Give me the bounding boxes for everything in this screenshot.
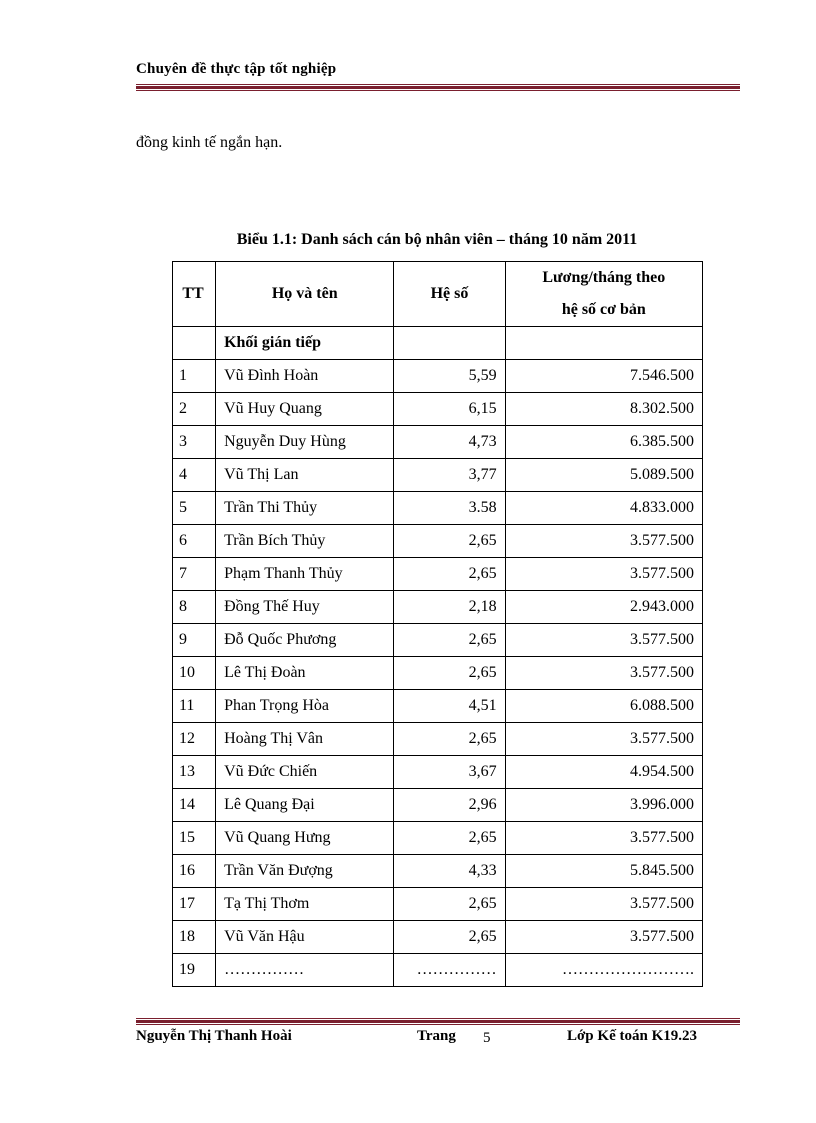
cell-coefficient: 2,65 — [394, 558, 505, 591]
cell-coefficient: 2,65 — [394, 921, 505, 954]
cell-tt: 7 — [173, 558, 216, 591]
footer-class-info: Lớp Kế toán K19.23 — [567, 1028, 697, 1044]
cell-tt: 10 — [173, 657, 216, 690]
footer-divider — [136, 1018, 740, 1025]
table-row — [173, 855, 703, 888]
table-caption: Biểu 1.1: Danh sách cán bộ nhân viên – tháng 10 năm 2011 — [236, 231, 638, 248]
cell-name: Vũ Thị Lan — [216, 459, 394, 492]
cell-salary: 3.577.500 — [505, 888, 702, 921]
cell-coefficient: 4,73 — [394, 426, 505, 459]
cell-salary: ……………………. — [505, 954, 702, 987]
table-row — [173, 690, 703, 723]
cell-coefficient: 2,65 — [394, 657, 505, 690]
cell-salary: 4.833.000 — [505, 492, 702, 525]
cell-coefficient: …………… — [394, 954, 505, 987]
group-row — [173, 327, 703, 360]
footer-page-number: 5 — [483, 1030, 491, 1046]
table-header-row — [173, 262, 703, 327]
cell-name: Trần Thi Thủy — [216, 492, 394, 525]
cell-salary: 3.577.500 — [505, 921, 702, 954]
cell-name: …………… — [216, 954, 394, 987]
cell-tt: 4 — [173, 459, 216, 492]
cell-tt: 11 — [173, 690, 216, 723]
cell-tt: 17 — [173, 888, 216, 921]
table-row — [173, 492, 703, 525]
cell-tt: 16 — [173, 855, 216, 888]
cell-coefficient: 3.58 — [394, 492, 505, 525]
cell-name: Vũ Văn Hậu — [216, 921, 394, 954]
cell-coefficient: 3,77 — [394, 459, 505, 492]
cell-tt: 3 — [173, 426, 216, 459]
table-row — [173, 426, 703, 459]
cell-name: Phạm Thanh Thủy — [216, 558, 394, 591]
cell-name: Vũ Đình Hoàn — [216, 360, 394, 393]
table-row — [173, 624, 703, 657]
table-row — [173, 393, 703, 426]
cell-coefficient: 2,65 — [394, 822, 505, 855]
header-salary — [505, 262, 702, 327]
cell-salary: 7.546.500 — [505, 360, 702, 393]
table-row — [173, 888, 703, 921]
body-paragraph: đồng kinh tế ngắn hạn. — [136, 134, 283, 151]
cell-coefficient: 2,65 — [394, 723, 505, 756]
cell-salary: 6.385.500 — [505, 426, 702, 459]
cell-salary: 3.577.500 — [505, 657, 702, 690]
header-tt: TT — [173, 262, 216, 327]
cell-salary: 3.577.500 — [505, 525, 702, 558]
cell-name: Tạ Thị Thơm — [216, 888, 394, 921]
table-row — [173, 756, 703, 789]
cell-salary: 3.577.500 — [505, 624, 702, 657]
cell-coefficient: 2,96 — [394, 789, 505, 822]
cell-coefficient: 5,59 — [394, 360, 505, 393]
cell-salary: 8.302.500 — [505, 393, 702, 426]
cell-salary: 3.577.500 — [505, 822, 702, 855]
cell-coefficient: 6,15 — [394, 393, 505, 426]
cell-name: Vũ Đức Chiến — [216, 756, 394, 789]
cell-coefficient: 2,65 — [394, 624, 505, 657]
header-salary-line2: hệ số cơ bản — [561, 301, 646, 318]
table-row — [173, 822, 703, 855]
table-row — [173, 459, 703, 492]
cell-tt: 2 — [173, 393, 216, 426]
cell-name: Nguyễn Duy Hùng — [216, 426, 394, 459]
cell-salary: 3.996.000 — [505, 789, 702, 822]
cell-name: Phan Trọng Hòa — [216, 690, 394, 723]
footer-author: Nguyễn Thị Thanh Hoài — [136, 1028, 292, 1044]
cell-tt: 8 — [173, 591, 216, 624]
cell-tt: 5 — [173, 492, 216, 525]
cell-tt: 6 — [173, 525, 216, 558]
table-row — [173, 723, 703, 756]
table-row — [173, 921, 703, 954]
header-salary-line1: Lương/tháng theo — [542, 269, 666, 286]
group-label: Khối gián tiếp — [216, 327, 394, 360]
table-row — [173, 525, 703, 558]
cell-tt: 18 — [173, 921, 216, 954]
table-row — [173, 657, 703, 690]
footer-page-label: Trang — [417, 1028, 456, 1044]
cell-tt: 9 — [173, 624, 216, 657]
table-row — [173, 558, 703, 591]
cell-salary: 3.577.500 — [505, 723, 702, 756]
cell-salary: 3.577.500 — [505, 558, 702, 591]
cell-coefficient: 2,18 — [394, 591, 505, 624]
cell-tt: 13 — [173, 756, 216, 789]
cell-coefficient: 4,33 — [394, 855, 505, 888]
cell-name: Vũ Quang Hưng — [216, 822, 394, 855]
cell-name: Lê Thị Đoàn — [216, 657, 394, 690]
cell-coefficient: 4,51 — [394, 690, 505, 723]
cell-tt: 1 — [173, 360, 216, 393]
cell-name: Đồng Thế Huy — [216, 591, 394, 624]
cell-salary: 5.089.500 — [505, 459, 702, 492]
table-row — [173, 789, 703, 822]
cell-name: Trần Bích Thủy — [216, 525, 394, 558]
cell-tt: 19 — [173, 954, 216, 987]
header-name: Họ và tên — [216, 262, 394, 327]
table-row — [173, 591, 703, 624]
table-row — [173, 360, 703, 393]
cell-tt: 12 — [173, 723, 216, 756]
cell-salary: 2.943.000 — [505, 591, 702, 624]
cell-tt: 15 — [173, 822, 216, 855]
cell-name: Vũ Huy Quang — [216, 393, 394, 426]
cell-name: Trần Văn Đượng — [216, 855, 394, 888]
header-coefficient: Hệ số — [394, 262, 505, 327]
cell-name: Đỗ Quốc Phương — [216, 624, 394, 657]
cell-coefficient: 2,65 — [394, 888, 505, 921]
table-row — [173, 954, 703, 987]
staff-table — [172, 261, 703, 987]
cell-salary: 5.845.500 — [505, 855, 702, 888]
header-divider — [136, 84, 740, 91]
cell-name: Hoàng Thị Vân — [216, 723, 394, 756]
cell-coefficient: 3,67 — [394, 756, 505, 789]
cell-coefficient: 2,65 — [394, 525, 505, 558]
document-header-title: Chuyên đề thực tập tốt nghiệp — [136, 61, 337, 77]
cell-name: Lê Quang Đại — [216, 789, 394, 822]
cell-salary: 6.088.500 — [505, 690, 702, 723]
cell-tt: 14 — [173, 789, 216, 822]
cell-salary: 4.954.500 — [505, 756, 702, 789]
